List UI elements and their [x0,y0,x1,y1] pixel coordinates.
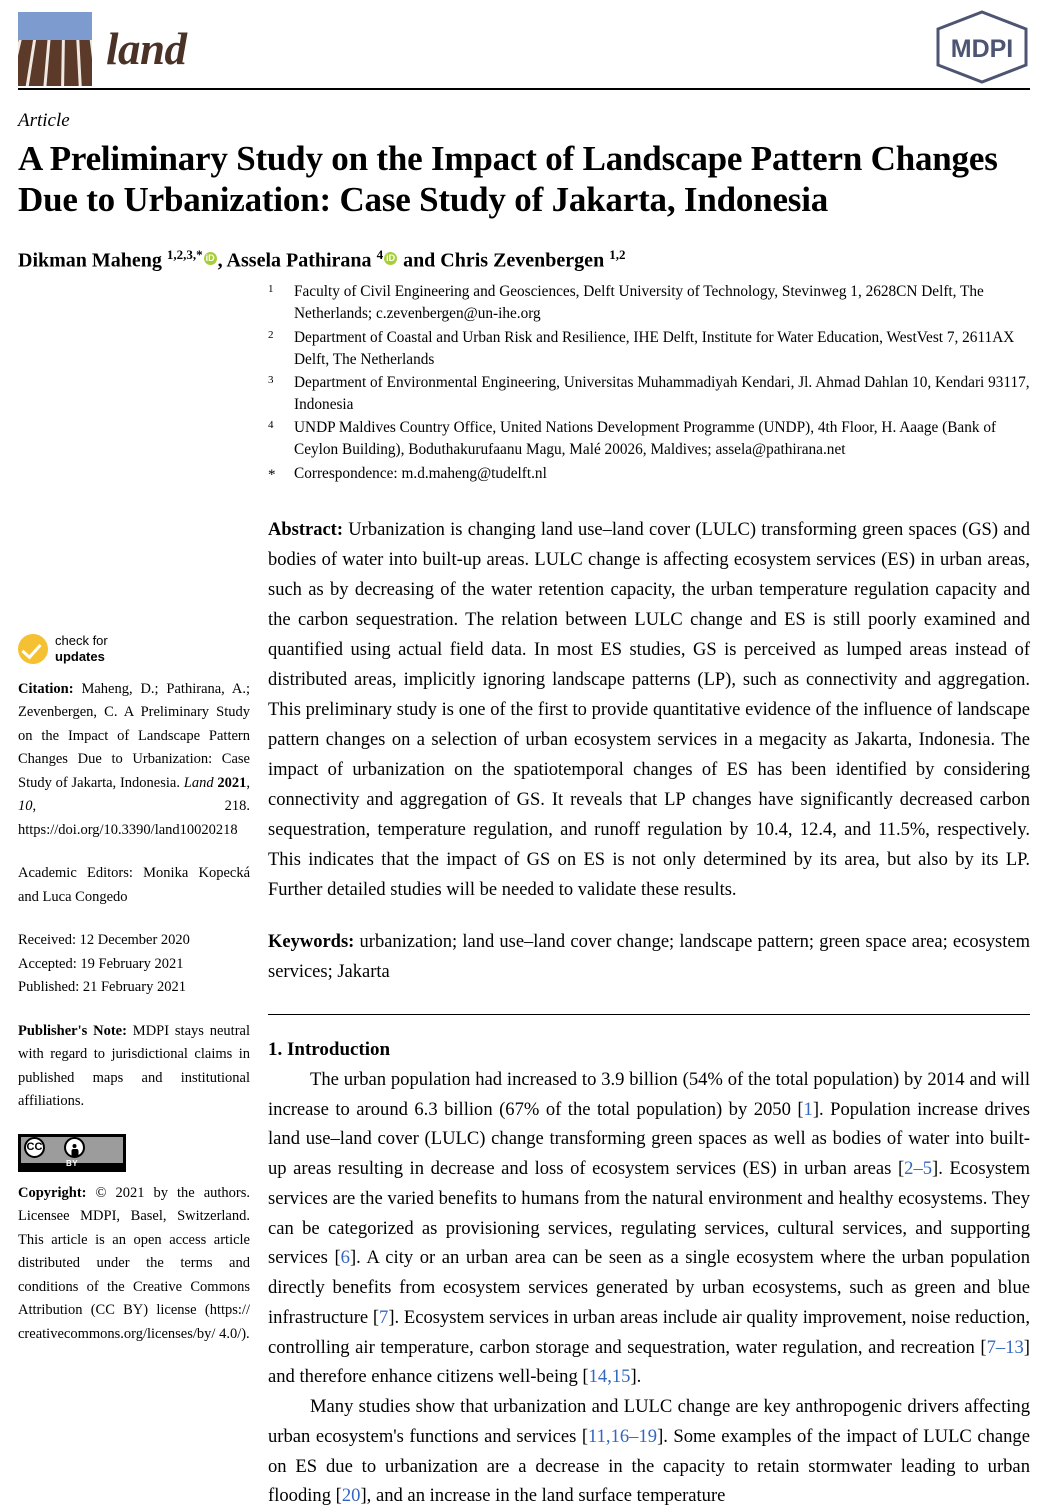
article-type: Article [18,110,70,131]
title-block [18,110,1030,273]
cc-by-label: BY [65,1158,79,1168]
date-received: Received: 12 December 2020 [18,932,190,949]
academic-editors-label: Academic Editors: [18,865,133,882]
check-updates-line2: updates [55,648,105,664]
affiliation-row [268,417,1030,461]
check-updates-line1: check for [55,633,108,649]
cc-mark: CC [24,1137,45,1158]
affiliation-number: 1 [268,283,274,296]
page-title: A Preliminary Study on the Impact of Landscape Pattern Changes Due to Urbanization: Case Study of Jakarta, Indonesia [18,139,998,220]
citation-pages: 218. [224,798,250,815]
body-area [18,281,1030,1511]
citation-journal: Land [183,774,214,791]
citation-block: Citation: Maheng, D.; Pathirana, A.; Zevenbergen, C. A Preliminary Study on the Impact of Landscape Pattern Changes Due to Urbanization: Case Study of Jakarta, Indonesia. Land 2021, 10, 218. https://doi.org/10.3390/land10020218 [18,680,251,838]
citation-text: Maheng, D.; Pathirana, A.; Zevenbergen, C. A Preliminary Study on the Impact of Landscape Pattern Changes Due to Urbanization: Case Study of Jakarta, Indonesia. [18,680,250,791]
copyright-label: Copyright: [18,1184,87,1201]
citation-label: Citation: [18,680,74,697]
logo-sky [18,12,92,40]
citation-doi-link[interactable]: https://doi.org/10.3390/land10020218 [18,821,238,838]
affiliation-number: 4 [268,419,274,432]
sidebar [18,633,250,1366]
citation-volume: 10 [18,798,33,815]
mdpi-logo-text: MDPI [950,35,1014,63]
check-circle-icon [18,634,48,664]
affiliation-text: Faculty of Civil Engineering and Geosciences, Delft University of Technology, Stevinweg 1, 2628CN Delft, The Netherlands; c.zevenbergen@un-ihe.org [294,283,984,323]
publisher-note-label: Publisher's Note: [18,1022,127,1039]
abstract-text: Urbanization is changing land use–land cover (LULC) transforming green spaces (GS) and bodies of water into built-up areas. LULC change is affecting ecosystem services (ES) in urban areas, such as by decreasing of the water retention capacity, the urban temperature regulation capacity and the carbon sequestration. The relation between LULC change and ES is still poorly examined and quantified using actual field data. In most ES studies, GS is perceived as lumped areas instead of distributed areas, implicitly ignoring landscape patterns (LP), such as connectivity and aggregation. This preliminary study is one of the first to provide quantitative evidence of the influence of landscape pattern changes on a selection of urban ecosystem services in a megacity as Jakarta, Indonesia. The impact of urbanization on the spatiotemporal changes of ES has been identified by considering connectivity and aggregation of GS. It reveals that LP changes have significantly decreased carbon sequestration, temperature regulation, and runoff regulation by 10.4, 12.4, and 11.5%, respectively. This indicates that the impact of GS on ES is not only determined by its area, but also by its LP. Further detailed studies will be needed to validate these results. [268,520,1030,900]
publisher-note-text: MDPI stays neutral with regard to jurisdictional claims in published maps and institutional affiliations. [18,1022,250,1110]
affiliation-row [268,463,1030,487]
main-column [268,281,1030,1511]
keywords-label: Keywords: [268,931,355,952]
abstract-section [268,516,1030,906]
affiliation-text: Department of Coastal and Urban Risk and Resilience, IHE Delft, Institute for Water Education, WestVest 7, 2611AX Delft, The Netherlands [294,328,1015,368]
copyright-text: © 2021 by the authors. Licensee MDPI, Basel, Switzerland. This article is an open access article distributed under the terms and conditions of the Creative Commons Attribution (CC BY) license (https:// creativecommons.org/licenses/by/ 4.0/). [18,1184,251,1342]
academic-editors-names: Monika Kopecká and Luca Congedo [18,865,251,905]
cc-by-person-mark [64,1137,85,1158]
section-divider [268,1014,1030,1015]
affiliation-number: 3 [268,373,274,386]
abstract-label: Abstract: [268,520,344,541]
masthead-divider [18,88,1030,90]
affiliation-row [268,327,1030,371]
copyright-block [18,1182,250,1346]
introduction-paragraph-2: Many studies show that urbanization and LULC change are key anthropogenic drivers affecting urban ecosystem's functions and services [11,16–19]. Some examples of the impact of LULC change on ES due to urbanization are a decrease in the capacity to retain stormwater leading to urban flooding [20], and an increase in the land surface temperature [268,1396,1030,1507]
cc-by-icon[interactable] [18,1134,126,1172]
affiliation-text: Department of Environmental Engineering, Universitas Muhammadiyah Kendari, Jl. Ahmad Dahlan 10, Kendari 93117, Indonesia [294,373,1030,414]
affiliation-number: 2 [268,328,274,341]
introduction-paragraph-1: The urban population had increased to 3.9 billion (54% of the total population) by 2014 and will increase to around 6.3 billion (67% of the total population) by 2050 [1]. Population increase drives land use–land cover (LULC) change transforming green spaces as well as bodies of water into built-up areas resulting in decrease and loss of ecosystem services (ES) in urban areas [2–5]. Ecosystem services are the varied benefits to humans from the natural environment and healthy ecosystems. They can be categorized as provisioning services, regulating services, cultural services, and supporting services [6]. A city or an urban area can be seen as a single ecosystem where the urban population directly benefits from ecosystem services generated by urban ecosystems, such as green and blue infrastructure [7]. Ecosystem services in urban areas include air quality improvement, noise reduction, controlling air temperature, carbon storage and sequestration, water regulation, and recreation [7–13] and therefore enhance citizens well-being [14,15]. [268,1068,1030,1388]
check-for-updates-badge[interactable] [18,633,250,664]
journal-name: land [106,24,187,74]
citation-year: 2021 [217,774,247,791]
affiliation-text: UNDP Maldives Country Office, United Nations Development Programme (UNDP), 4th Floor, H. Aaage (Bank of Ceylon Building), Boduthakurufaanu Magu, Malé 20026, Maldives; assela@pathirana.net [294,419,997,459]
publisher-note-block [18,1020,250,1114]
dates-block [18,929,250,999]
affiliation-number: * [268,466,276,483]
keywords-text: urbanization; land use–land cover change; landscape pattern; green space area; ecosystem services; Jakarta [268,931,1030,982]
journal-logo[interactable] [18,12,187,86]
author-list: Dikman Maheng $^{1,2,3,*}$ iD , Assela Pathirana $^4$ iD and Chris Zevenbergen $^{1,2}$ [18,246,626,272]
affiliation-row [268,372,1030,416]
date-accepted: Accepted: 19 February 2021 [18,955,184,972]
logo-field [18,40,92,86]
affiliations-list [268,281,1030,486]
land-field-logo-icon [18,12,92,86]
affiliation-text: Correspondence: m.d.maheng@tudelft.nl [294,464,547,482]
date-published: Published: 21 February 2021 [18,979,186,996]
masthead [18,0,1030,92]
academic-editors-block [18,862,250,909]
keywords-section [268,928,1030,988]
introduction-heading: 1. Introduction [268,1038,391,1060]
affiliation-row [268,281,1030,325]
mdpi-logo-icon[interactable] [934,8,1030,86]
